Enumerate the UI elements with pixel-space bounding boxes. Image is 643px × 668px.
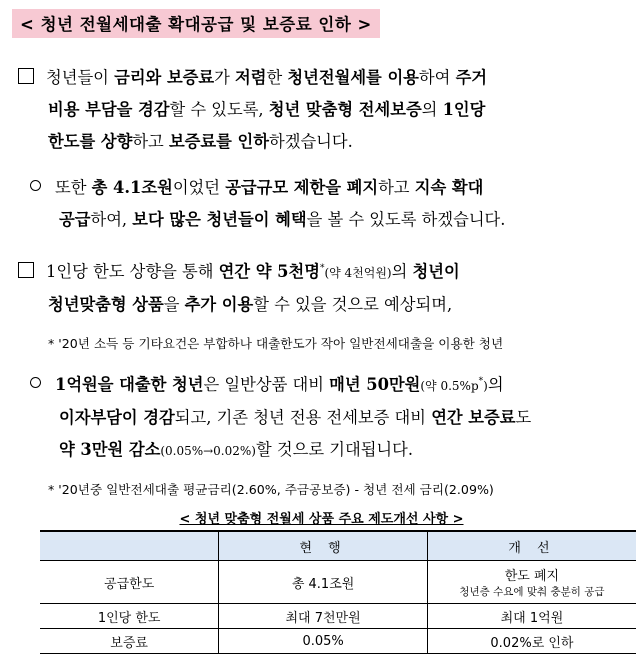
- improved-value: 0.02%로 인하: [427, 629, 636, 654]
- square-bullet-icon: [18, 68, 34, 84]
- improved-subtext: 청년층 수요에 맞춰 충분히 공급: [459, 586, 605, 598]
- paragraph-1: 청년들이 금리와 보증료가 저렴한 청년전월세를 이용하여 주거 비용 부담을 경감할 수 있도록, 청년 맞춤형 전세보증의 1인당 한도를 상향하고 보증료를 인하하겠습니다.: [0, 62, 636, 158]
- page-title: < 청년 전월세대출 확대공급 및 보증료 인하 >: [12, 9, 380, 38]
- square-bullet-icon: [18, 262, 34, 278]
- paragraph-3: 1인당 한도 상향을 통해 연간 약 5천명*(약 4천억원)의 청년이 청년맞춤형 상품을 추가 이용할 수 있을 것으로 예상되며,: [0, 256, 636, 321]
- paragraph-4: 1억원을 대출한 청년은 일반상품 대비 매년 50만원(약 0.5%p*)의 이자부담이 경감되고, 기존 청년 전용 전세보증 대비 연간 보증료도 약 3만원 감소(0.05%→0.02%)할 것으로 기대됩니다.: [0, 369, 636, 467]
- table-row: [40, 561, 636, 604]
- circle-bullet-icon: [30, 180, 41, 191]
- table-header-cell: 개 선: [427, 531, 636, 561]
- table-row: [40, 604, 636, 629]
- current-value: 총 4.1조원: [219, 561, 428, 604]
- table-header-cell: [40, 531, 219, 561]
- footnote-1: * '20년 소득 등 기타요건은 부합하나 대출한도가 작아 일반전세대출을 이용한 청년: [48, 336, 504, 351]
- table-title: < 청년 맞춤형 전월세 상품 주요 제도개선 사항 >: [179, 512, 464, 527]
- row-label: 1인당 한도: [40, 604, 219, 629]
- improved-value: 최대 1억원: [427, 604, 636, 629]
- row-label: 보증료: [40, 629, 219, 654]
- improved-value: 한도 폐지 청년층 수요에 맞춰 충분히 공급: [427, 561, 636, 604]
- improvement-table: [40, 530, 636, 654]
- row-label: 공급한도: [40, 561, 219, 604]
- table-row: [40, 629, 636, 654]
- current-value: 최대 7천만원: [219, 604, 428, 629]
- paragraph-2: 또한 총 4.1조원이었던 공급규모 제한을 폐지하고 지속 확대 공급하여, 보다 많은 청년들이 혜택을 볼 수 있도록 하겠습니다.: [0, 172, 636, 236]
- footnote-2: * '20년중 일반전세대출 평균금리(2.60%, 주금공보증) - 청년 전세 금리(2.09%): [48, 482, 494, 497]
- table-header-cell: 현 행: [219, 531, 428, 561]
- current-value: 0.05%: [219, 629, 428, 654]
- circle-bullet-icon: [30, 377, 41, 388]
